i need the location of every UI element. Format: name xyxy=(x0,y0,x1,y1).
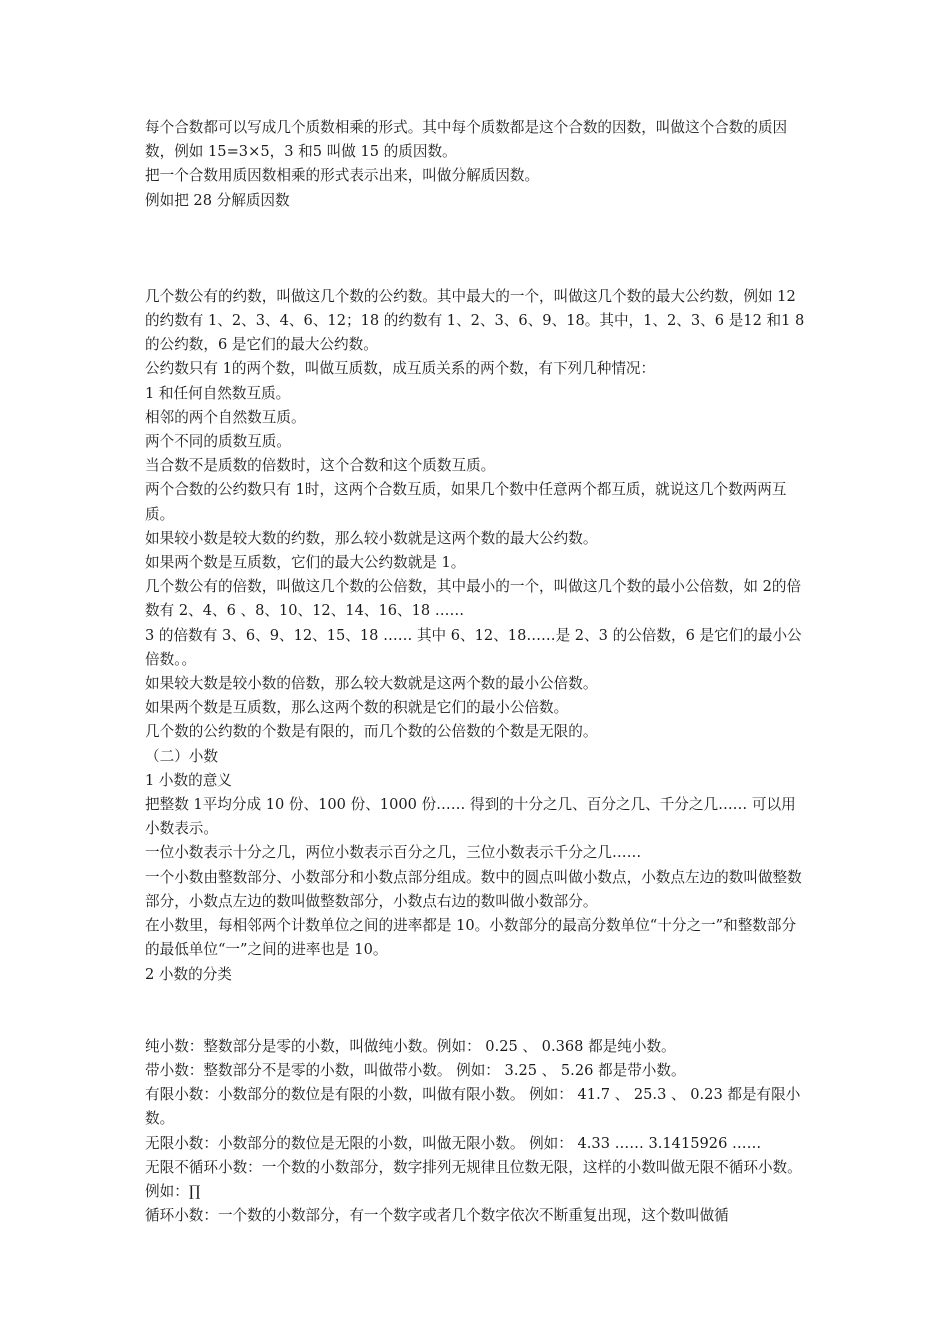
paragraph: 如果较大数是较小数的倍数，那么较大数就是这两个数的最小公倍数。 xyxy=(145,675,598,693)
section-heading: 2 小数的分类 xyxy=(145,965,232,983)
paragraph: 例如把 28 分解质因数 xyxy=(145,191,290,209)
blank-space xyxy=(145,213,809,285)
paragraph: 带小数：整数部分不是零的小数，叫做带小数。 例如： 3.25 、 5.26 都是带小数。 xyxy=(145,1061,686,1079)
section-divisors-decimals xyxy=(145,285,809,987)
paragraph: 无限不循环小数：一个数的小数部分，数字排列无规律且位数无限，这样的小数叫做无限不循环小数。 例如：∏ xyxy=(145,1158,802,1200)
paragraph: 无限小数：小数部分的数位是无限的小数，叫做无限小数。 例如： 4.33 …… 3.1415926 …… xyxy=(145,1134,762,1152)
section-heading: （二）小数 xyxy=(145,747,218,765)
blank-space xyxy=(145,987,809,1035)
paragraph: 如果两个数是互质数，它们的最大公约数就是 1。 xyxy=(145,554,466,572)
paragraph: 纯小数：整数部分是零的小数，叫做纯小数。例如： 0.25 、 0.368 都是纯小数。 xyxy=(145,1037,676,1055)
paragraph: 把一个合数用质因数相乘的形式表示出来，叫做分解质因数。 xyxy=(145,167,540,185)
paragraph: 有限小数：小数部分的数位是有限的小数，叫做有限小数。 例如： 41.7 、 25.3 、 0.23 都是有限小数。 xyxy=(145,1086,801,1128)
paragraph: 每个合数都可以写成几个质数相乘的形式。其中每个质数都是这个合数的因数，叫做这个合数的质因数，例如 15=3×5，3 和5 叫做 15 的质因数。 xyxy=(145,119,788,161)
section-prime-factors xyxy=(145,116,809,213)
section-decimal-types xyxy=(145,1035,809,1229)
paragraph: 两个不同的质数互质。 xyxy=(145,433,291,451)
paragraph: 如果较小数是较大数的约数，那么较小数就是这两个数的最大公约数。 xyxy=(145,529,598,547)
document-body xyxy=(145,116,809,1228)
paragraph: 相邻的两个自然数互质。 xyxy=(145,408,306,426)
paragraph: 几个数的公约数的个数是有限的，而几个数的公倍数的个数是无限的。 xyxy=(145,723,598,741)
paragraph: 3 的倍数有 3、6、9、12、15、18 …… 其中 6、12、18……是 2、3 的公倍数，6 是它们的最小公倍数。。 xyxy=(145,626,802,668)
paragraph: 把整数 1平均分成 10 份、100 份、1000 份…… 得到的十分之几、百分之几、千分之几…… 可以用小数表示。 xyxy=(145,796,796,838)
paragraph: 当合数不是质数的倍数时，这个合数和这个质数互质。 xyxy=(145,457,496,475)
paragraph: 两个合数的公约数只有 1时，这两个合数互质，如果几个数中任意两个都互质，就说这几个数两两互质。 xyxy=(145,481,787,523)
paragraph: 一个小数由整数部分、小数部分和小数点部分组成。数中的圆点叫做小数点，小数点左边的数叫做整数部分，小数点左边的数叫做整数部分，小数点右边的数叫做小数部分。 xyxy=(145,868,802,910)
paragraph: 在小数里，每相邻两个计数单位之间的进率都是 10。小数部分的最高分数单位“十分之一”和整数部分的最低单位“一”之间的进率也是 10。 xyxy=(145,917,797,959)
paragraph: 公约数只有 1的两个数，叫做互质数，成互质关系的两个数，有下列几种情况： xyxy=(145,360,656,378)
paragraph: 1 和任何自然数互质。 xyxy=(145,384,291,402)
section-heading: 1 小数的意义 xyxy=(145,771,232,789)
paragraph: 循环小数：一个数的小数部分，有一个数字或者几个数字依次不断重复出现，这个数叫做循 xyxy=(145,1207,729,1225)
paragraph: 几个数公有的倍数，叫做这几个数的公倍数，其中最小的一个，叫做这几个数的最小公倍数，如 2的倍数有 2、4、6 、8、10、12、14、16、18 …… xyxy=(145,578,802,620)
paragraph: 如果两个数是互质数，那么这两个数的积就是它们的最小公倍数。 xyxy=(145,699,569,717)
paragraph: 几个数公有的约数，叫做这几个数的公约数。其中最大的一个，叫做这几个数的最大公约数，例如 12 的约数有 1、2、3、4、6、12；18 的约数有 1、2、3、6、9、18。其中，1、2、3、6 是12 和1 8 的公约数，6 是它们的最大公约数。 xyxy=(145,287,805,354)
paragraph: 一位小数表示十分之几，两位小数表示百分之几，三位小数表示千分之几…… xyxy=(145,844,642,862)
